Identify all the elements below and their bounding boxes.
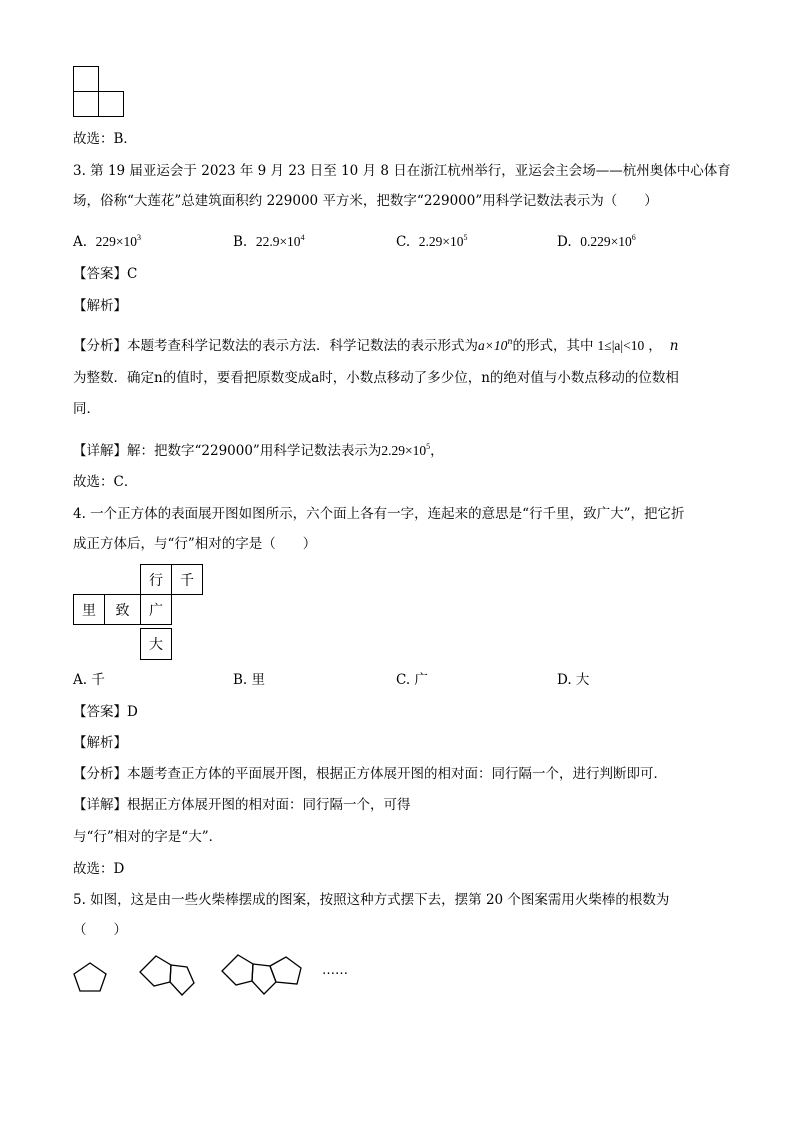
q3-analysis-line3: 同． bbox=[73, 401, 100, 417]
pentagon-shape bbox=[74, 963, 106, 991]
q4-analysis: 【分析】本题考查正方体的平面展开图，根据正方体展开图的相对面：同行隔一个，进行判断即可． bbox=[73, 766, 667, 782]
q4-jiexi: 【解析】 bbox=[73, 735, 127, 751]
q3-conclusion: 故选：C． bbox=[73, 474, 138, 490]
q3-jiexi: 【解析】 bbox=[73, 298, 127, 314]
matchstick-pentagons-figure bbox=[60, 945, 400, 1005]
pentagon-shape bbox=[222, 955, 253, 985]
pentagon-shape bbox=[270, 957, 301, 984]
q4-detail-line1: 【详解】根据正方体展开图的相对面：同行隔一个，可得 bbox=[73, 797, 411, 813]
q5-stem-line1: 5. 如图，这是由一些火柴棒摆成的图案，按照这种方式摆下去，摆第 20 个图案需用火柴棒的根数为 bbox=[73, 892, 670, 908]
pentagon-shape bbox=[170, 965, 194, 995]
net-cell-li: 里 bbox=[73, 594, 105, 625]
q4-stem-line1: 4. 一个正方体的表面展开图如图所示，六个面上各有一字，连起来的意思是“行千里，致广大”，把它折 bbox=[73, 506, 685, 522]
q4-conclusion: 故选：D bbox=[73, 861, 125, 877]
q4-option-c: C. 广 bbox=[396, 672, 428, 688]
q3-analysis-line1: 【分析】本题考查科学记数法的表示方法．科学记数法的表示形式为$a\times 10^n$的形式，其中 1≤|a|<10 ， n bbox=[73, 337, 679, 354]
figure-square bbox=[98, 91, 124, 117]
q3-option-b: B. $22.9\times 10^4$ bbox=[233, 233, 305, 250]
figure-square bbox=[73, 91, 99, 117]
q4-option-a: A. 千 bbox=[73, 672, 105, 688]
q2-answer: 故选：B． bbox=[73, 131, 137, 147]
q3-option-d: D. $0.229\times 10^6$ bbox=[557, 233, 636, 250]
q3-analysis-line2: 为整数．确定n的值时，要看把原数变成a时，小数点移动了多少位，n的绝对值与小数点移动的位数相 bbox=[73, 370, 679, 386]
q4-answer: 【答案】D bbox=[73, 704, 138, 720]
pentagon-shape bbox=[252, 964, 276, 994]
q4-option-d: D. 大 bbox=[557, 672, 590, 688]
q4-option-b: B. 里 bbox=[233, 672, 266, 688]
net-cell-xing: 行 bbox=[140, 564, 172, 595]
q3-option-a: A. $229\times 10^3$ bbox=[73, 233, 142, 250]
q5-stem-line2: （ ） bbox=[73, 922, 127, 938]
q3-stem-line1: 3. 第 19 届亚运会于 2023 年 9 月 23 日至 10 月 8 日在浙江杭州举行，亚运会主会场——杭州奥体中心体育 bbox=[73, 163, 731, 179]
net-cell-zhi: 致 bbox=[104, 594, 141, 625]
q3-stem-line2: 场，俗称“大莲花”总建筑面积约 229000 平方米，把数字“229000”用科学记数法表示为（ ） bbox=[73, 193, 658, 209]
q4-detail-line2: 与“行”相对的字是“大”． bbox=[73, 829, 223, 845]
q3-option-c: C. $2.29\times 10^5$ bbox=[396, 233, 468, 250]
pentagon-shape bbox=[140, 956, 171, 986]
net-cell-qian: 千 bbox=[171, 564, 203, 595]
q3-answer: 【答案】C bbox=[73, 266, 138, 282]
figure-square bbox=[73, 66, 99, 92]
q3-detail: 【详解】解：把数字“229000”用科学记数法表示为$2.29\times 10^5$， bbox=[73, 442, 444, 459]
net-cell-da: 大 bbox=[140, 628, 172, 660]
ellipsis-text: …… bbox=[322, 963, 348, 978]
net-cell-guang: 广 bbox=[140, 594, 172, 625]
q4-stem-line2: 成正方体后，与“行”相对的字是（ ） bbox=[73, 536, 317, 552]
